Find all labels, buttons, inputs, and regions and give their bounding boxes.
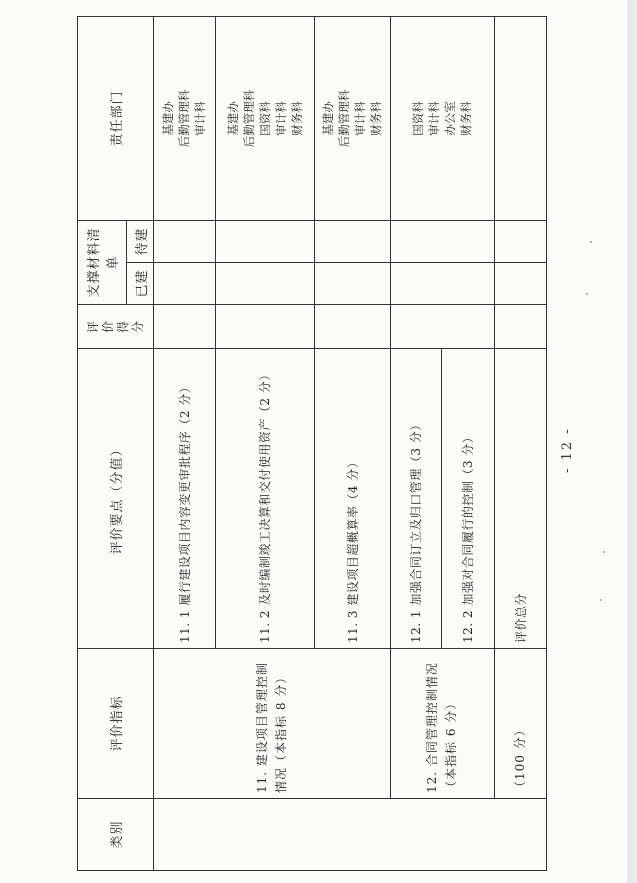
- built-cell: [494, 263, 546, 305]
- dept-name: 后勤管理科: [177, 89, 192, 148]
- scan-speck: [600, 599, 602, 601]
- table-row: [154, 16, 216, 870]
- header-row: [78, 16, 127, 870]
- indicator-total: （100 分）: [494, 649, 546, 799]
- score-cell: [154, 305, 216, 349]
- pending-cell: [215, 220, 314, 262]
- indicator-12: 12. 合同管理控制情况（本指标 6 分）: [390, 649, 494, 799]
- evaluation-table: [77, 16, 547, 871]
- dept-name: 财务科: [459, 101, 474, 136]
- pending-cell: [314, 220, 390, 262]
- dept-name: 基建办: [225, 101, 240, 136]
- score-cell: [494, 305, 546, 349]
- table-row: [390, 16, 441, 870]
- point-11-1: 11. 1 履行建设项目内容变更审批程序（2 分）: [154, 349, 216, 649]
- table-row: [494, 16, 546, 870]
- score-cell: [390, 305, 494, 349]
- header-points: 评价要点（分值）: [78, 349, 154, 649]
- dept-name: 财务科: [289, 101, 304, 136]
- header-indicator: 评价指标: [78, 649, 154, 799]
- header-dept: 责任部门: [78, 16, 154, 220]
- pending-cell: [390, 220, 494, 262]
- point-11-3: 11. 3 建设项目超概算率（4 分）: [314, 349, 390, 649]
- dept-11-2: [215, 16, 314, 220]
- dept-name: 国资科: [411, 101, 426, 136]
- pending-cell: [494, 220, 546, 262]
- page-number: - 12 -: [560, 427, 575, 473]
- dept-name: 财务科: [369, 101, 384, 136]
- dept-11-3: [314, 16, 390, 220]
- built-cell: [390, 263, 494, 305]
- score-cell: [314, 305, 390, 349]
- point-11-2: 11. 2 及时编制竣工决算和交付使用资产（2 分）: [215, 349, 314, 649]
- point-total: 评价总分: [494, 349, 546, 649]
- score-cell: [215, 305, 314, 349]
- dept-name: 办公室: [443, 101, 458, 136]
- header-pending: 待建: [127, 220, 154, 262]
- scan-speck: [586, 293, 588, 295]
- point-12-1: 12. 1 加强合同订立及归口管理（3 分）: [390, 349, 441, 649]
- built-cell: [154, 263, 216, 305]
- dept-name: 基建办: [161, 101, 176, 136]
- dept-cell: [494, 16, 546, 220]
- built-cell: [215, 263, 314, 305]
- indicator-11: 11. 建设项目管理控制情况（本指标 8 分）: [154, 649, 391, 799]
- dept-11-1: [154, 16, 216, 220]
- pending-cell: [154, 220, 216, 262]
- dept-name: 后勤管理科: [241, 89, 256, 148]
- dept-name: 审计科: [273, 101, 288, 136]
- dept-name: 审计科: [353, 101, 368, 136]
- dept-name: 基建办: [321, 101, 336, 136]
- built-cell: [314, 263, 390, 305]
- category-cell: [154, 799, 547, 871]
- dept-name: 审计科: [427, 101, 442, 136]
- point-12-2: 12. 2 加强对合同履行的控制（3 分）: [441, 349, 494, 649]
- header-materials: 支撑材料清单: [78, 220, 127, 304]
- header-category: 类别: [78, 799, 154, 871]
- dept-12: [390, 16, 494, 220]
- header-built: 已建: [127, 263, 154, 305]
- scan-speck: [603, 551, 605, 553]
- dept-name: 国资科: [257, 101, 272, 136]
- scan-speck: [590, 241, 592, 243]
- dept-name: 审计科: [193, 101, 208, 136]
- header-score: 评价得分: [78, 305, 154, 349]
- dept-name: 后勤管理科: [337, 89, 352, 148]
